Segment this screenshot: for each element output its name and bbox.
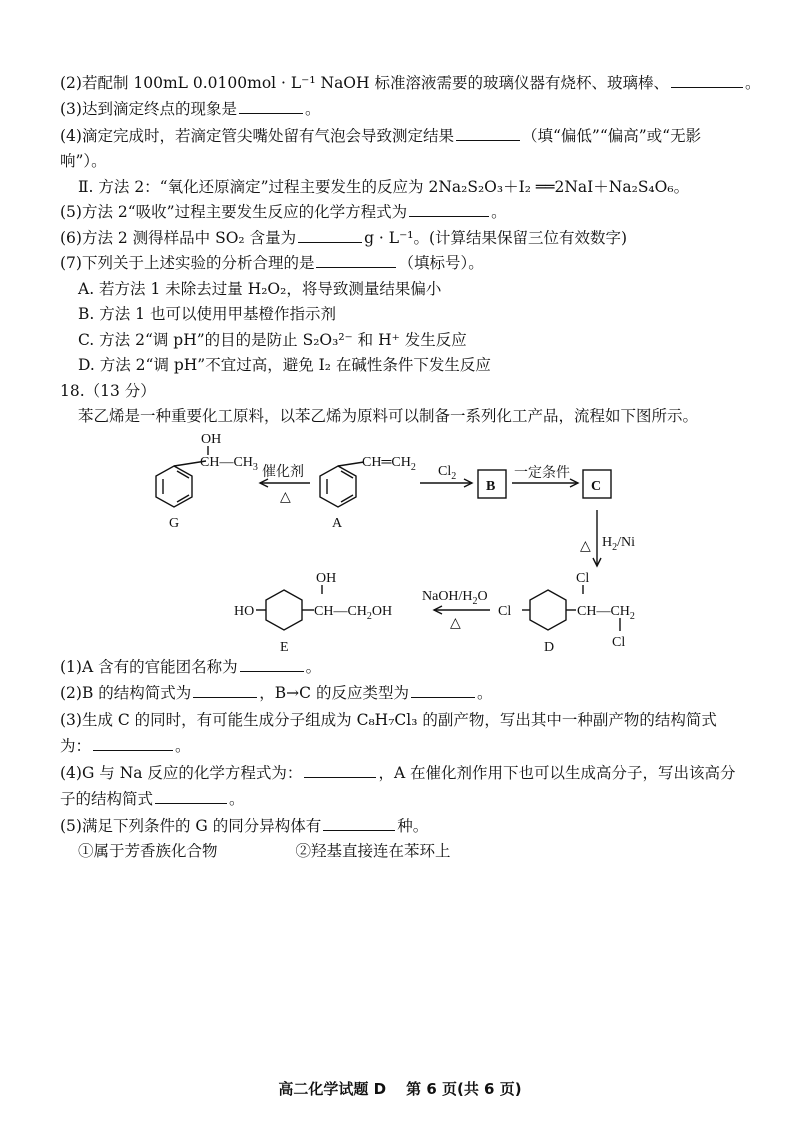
- q17-part4: (4)滴定完成时，若滴定管尖嘴处留有气泡会导致测定结果 （填“偏低”“偏高”或“无影: [60, 127, 702, 145]
- label-a: A: [332, 516, 343, 531]
- condition-2: ②羟基直接连在苯环上: [295, 842, 451, 860]
- condition-1: ①属于芳香族化合物: [78, 842, 218, 860]
- label-d: D: [544, 640, 555, 655]
- d-cl-left: Cl: [498, 604, 512, 619]
- q18-part4: (4)G 与 Na 反应的化学方程式为： ，A 在催化剂作用下也可以生成高分子，写出该高分: [60, 764, 736, 782]
- q18-part5: (5)满足下列条件的 G 的同分异构体有 种。: [60, 817, 429, 835]
- g-chain: $CH—CH_3$: [200, 455, 258, 473]
- q17-option-b: B. 方法 1 也可以使用甲基橙作指示剂: [78, 305, 336, 323]
- q18-header: 18.（13 分）: [60, 382, 156, 400]
- label-g: G: [169, 516, 180, 531]
- q17-part2: (2)若配制 100mL 0.0100mol · L⁻¹ NaOH 标准溶液需要的玻璃仪器有烧杯、玻璃棒、 。: [60, 74, 761, 92]
- g-oh: OH: [201, 432, 222, 447]
- q17-part4-cont: 响”）。: [60, 152, 107, 170]
- label-e: E: [280, 640, 289, 655]
- d-cl-bottom: Cl: [612, 635, 626, 650]
- benzene-ring-a: [320, 466, 356, 507]
- heat-symbol-1: △: [280, 490, 291, 505]
- reaction-scheme: [150, 428, 650, 656]
- e-ho: HO: [234, 604, 255, 619]
- q18-part4-cont: 子的结构简式 。: [60, 790, 245, 808]
- q17-option-a: A. 若方法 1 未除去过量 H₂O₂，将导致测量结果偏小: [78, 280, 442, 298]
- q17-method2: Ⅱ. 方法 2：“氧化还原滴定”过程主要发生的反应为 2Na₂S₂O₃＋I₂ ══2NaI＋Na₂S₄O₆。: [78, 178, 690, 196]
- q18-part3-cont: 为： 。: [60, 737, 191, 755]
- naoh-label: NaOH/$H_2O$: [422, 589, 488, 607]
- condition-label: 一定条件: [514, 466, 570, 481]
- e-oh: OH: [316, 571, 337, 586]
- footer-page: 第 6 页(共 6 页): [406, 1080, 522, 1098]
- e-chain: $CH—CH_2OH$: [314, 604, 393, 622]
- q18-conditions: [78, 840, 451, 862]
- q17-part3: (3)达到滴定终点的现象是 。: [60, 100, 321, 118]
- footer-subject: 高二化学试题 D: [278, 1080, 387, 1098]
- q17-option-c: C. 方法 2“调 pH”的目的是防止 S₂O₃²⁻ 和 H⁺ 发生反应: [78, 331, 467, 349]
- q17-part6: (6)方法 2 测得样品中 SO₂ 含量为 g · L⁻¹。(计算结果保留三位有效数字): [60, 229, 628, 247]
- cyclohexane-ring-e: [266, 590, 302, 630]
- label-b: B: [486, 479, 496, 494]
- heat-symbol-2: △: [580, 539, 591, 554]
- catalyst-label: 催化剂: [262, 465, 304, 480]
- q18-part2: (2)B 的结构简式为 ，B→C 的反应类型为 。: [60, 684, 493, 702]
- q17-part7: (7)下列关于上述实验的分析合理的是 （填标号）。: [60, 254, 484, 272]
- label-c: C: [591, 479, 602, 494]
- q18-intro: 苯乙烯是一种重要化工原料，以苯乙烯为原料可以制备一系列化工产品，流程如下图所示。: [78, 407, 699, 425]
- cyclohexane-ring-d: [530, 590, 566, 630]
- q18-part1: (1)A 含有的官能团名称为 。: [60, 658, 322, 676]
- cl2-label: $Cl_2$: [438, 464, 457, 482]
- h2ni-label: $H_2/Ni$: [602, 535, 636, 553]
- d-chain: $CH—CH_2$: [577, 604, 635, 622]
- a-chain: $CH═CH_2$: [362, 455, 416, 473]
- page-footer: [0, 1078, 800, 1099]
- d-cl-top: Cl: [576, 571, 590, 586]
- q18-part3: (3)生成 C 的同时，有可能生成分子组成为 C₈H₇Cl₃ 的副产物，写出其中一种副产物的结构简式: [60, 711, 717, 729]
- q17-option-d: D. 方法 2“调 pH”不宜过高，避免 I₂ 在碱性条件下发生反应: [78, 356, 491, 374]
- benzene-ring-g: [156, 466, 192, 507]
- q17-part5: (5)方法 2“吸收”过程主要发生反应的化学方程式为 。: [60, 203, 507, 221]
- heat-symbol-3: △: [450, 616, 461, 631]
